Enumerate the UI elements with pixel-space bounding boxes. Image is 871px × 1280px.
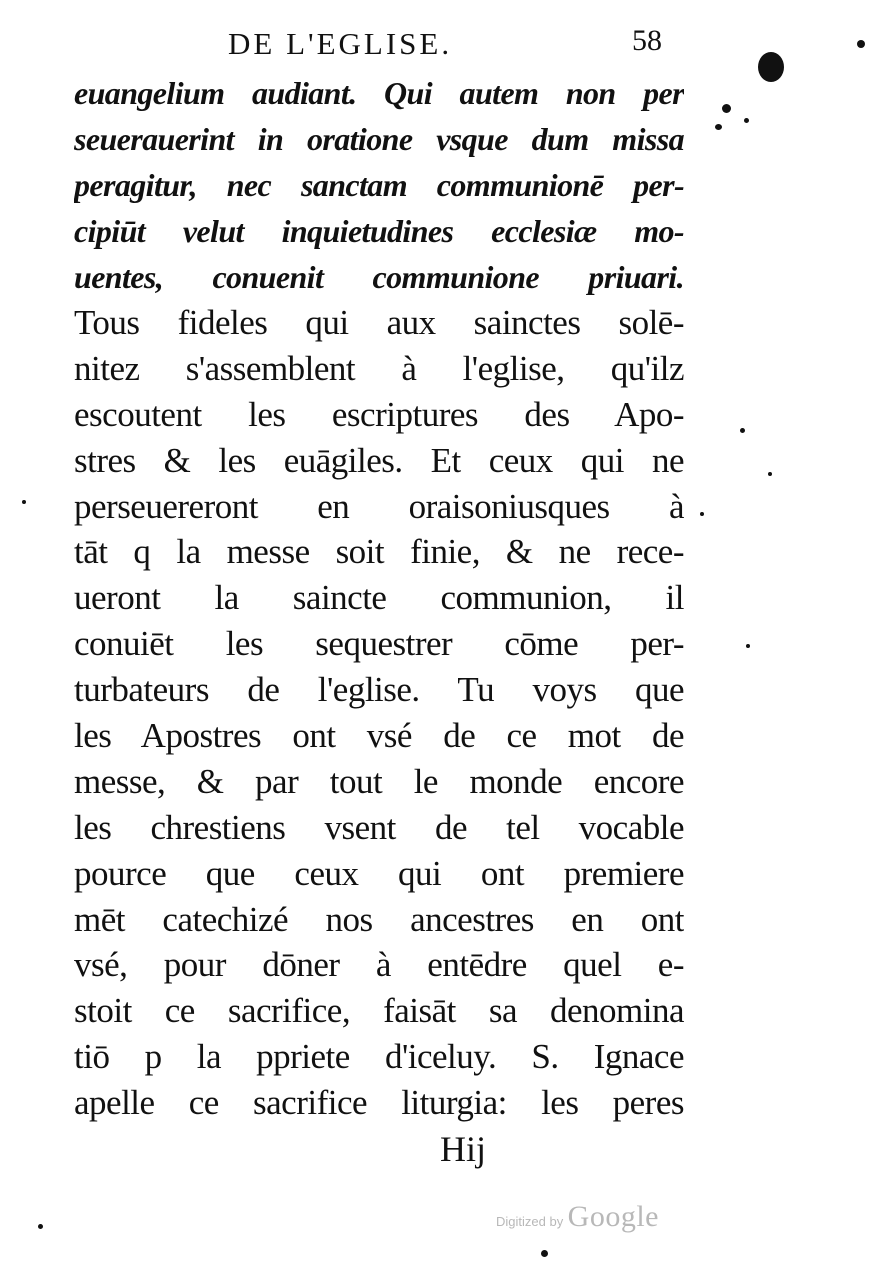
digitized-watermark bbox=[496, 1200, 659, 1234]
french-line: tiō p la ppriete d'iceluy. S. Ignace bbox=[74, 1037, 684, 1077]
latin-passage bbox=[74, 70, 684, 300]
watermark-prefix: Digitized by bbox=[496, 1214, 564, 1229]
ink-blot bbox=[722, 104, 731, 113]
french-line: apelle ce sacrifice liturgia: les peres bbox=[74, 1083, 684, 1123]
ink-blot bbox=[541, 1250, 548, 1257]
french-passage bbox=[74, 300, 684, 1126]
page-number: 58 bbox=[632, 24, 662, 57]
ink-blot bbox=[758, 52, 784, 82]
french-line: les Apostres ont vsé de ce mot de bbox=[74, 716, 684, 756]
french-line: mēt catechizé nos ancestres en ont bbox=[74, 899, 684, 939]
ink-blot bbox=[38, 1224, 43, 1229]
ink-blot bbox=[740, 428, 745, 433]
latin-line: uentes, conuenit communione priuari. bbox=[74, 259, 684, 295]
signature-mark: Hij bbox=[440, 1129, 487, 1169]
watermark-brand: Google bbox=[567, 1200, 659, 1233]
french-line: stres & les euāgiles. Et ceux qui ne bbox=[74, 440, 684, 480]
french-line: turbateurs de l'eglise. Tu voys que bbox=[74, 670, 684, 710]
ink-blot bbox=[700, 512, 704, 516]
text-block bbox=[74, 70, 684, 1126]
latin-line: euangelium audiant. Qui autem non per bbox=[74, 75, 684, 111]
french-line: pource que ceux qui ont premiere bbox=[74, 853, 684, 893]
latin-line: peragitur, nec sanctam communionē per- bbox=[74, 167, 684, 203]
french-line: tāt q la messe soit finie, & ne rece- bbox=[74, 532, 684, 572]
french-line: stoit ce sacrifice, faisāt sa denomina bbox=[74, 991, 684, 1031]
ink-blot bbox=[746, 644, 750, 648]
french-line: conuiēt les sequestrer cōme per- bbox=[74, 624, 684, 664]
french-line: nitez s'assemblent à l'eglise, qu'ilz bbox=[74, 348, 684, 388]
french-line: messe, & par tout le monde encore bbox=[74, 761, 684, 801]
french-line: Tous fideles qui aux sainctes solē- bbox=[74, 303, 684, 342]
ink-blot bbox=[857, 40, 865, 48]
french-line: escoutent les escriptures des Apo- bbox=[74, 394, 684, 434]
ink-blot bbox=[744, 118, 749, 123]
french-line: vsé, pour dōner à entēdre quel e- bbox=[74, 945, 684, 985]
latin-line: seuerauerint in oratione vsque dum missa bbox=[74, 121, 684, 157]
french-line: perseuereront en oraisoniusques à bbox=[74, 486, 684, 526]
french-line: ueront la saincte communion, il bbox=[74, 578, 684, 618]
french-line: les chrestiens vsent de tel vocable bbox=[74, 807, 684, 847]
ink-blot bbox=[715, 124, 722, 130]
ink-blot bbox=[22, 500, 26, 504]
running-title: DE L'EGLISE. bbox=[228, 26, 453, 61]
ink-blot bbox=[768, 472, 772, 476]
latin-line: cipiūt velut inquietudines ecclesiæ mo- bbox=[74, 213, 684, 249]
